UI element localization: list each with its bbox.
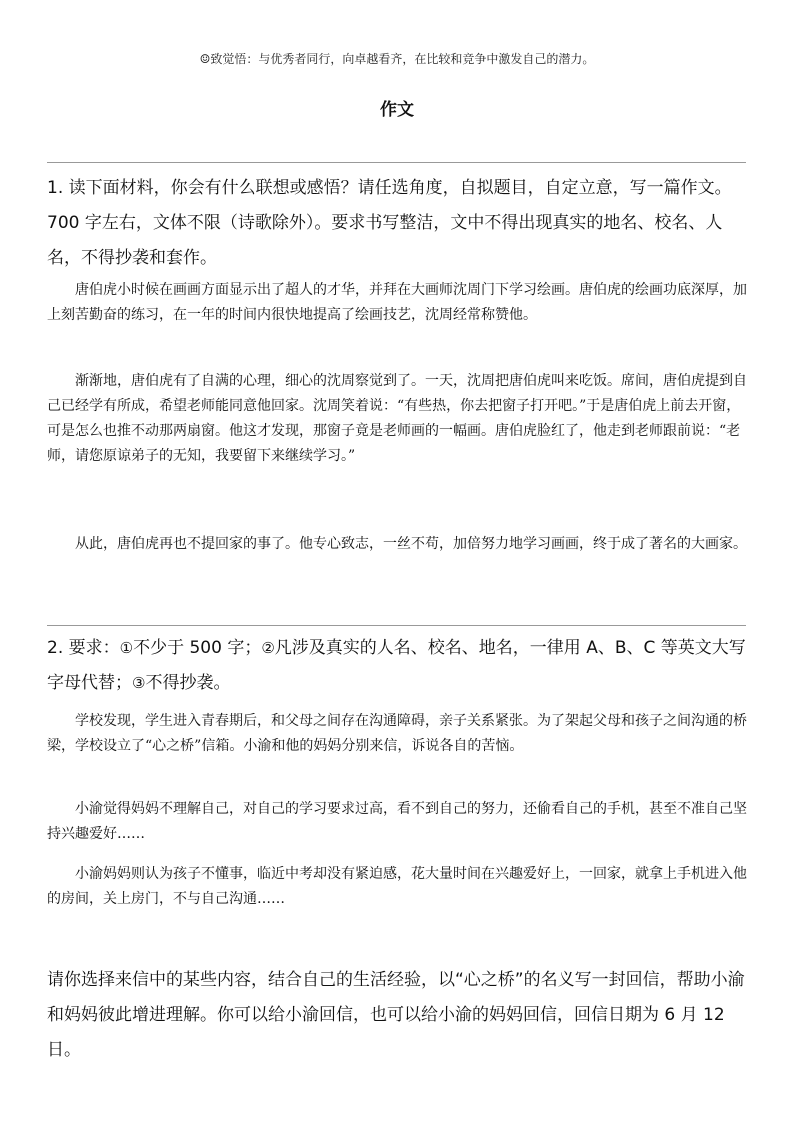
passage-paragraph: 从此，唐伯虎再也不提回家的事了。他专心致志，一丝不苟，加倍努力地学习画画，终于成了著名的大画家。 — [75, 536, 747, 552]
writing-instruction: 请你选择来信中的某些内容，结合自己的生活经验，以“心之桥”的名义写一封回信，帮助小渝和妈妈彼此增进理解。你可以给小渝回信，也可以给小渝的妈妈回信，回信日期为 6 月 12 日。 — [47, 970, 745, 1060]
section-divider — [47, 162, 746, 163]
requirement-marker: ③ — [132, 674, 146, 692]
passage-paragraph: 唐伯虎小时候在画画方面显示出了超人的才华，并拜在大画师沈周门下学习绘画。唐伯虎的绘画功底深厚，加上刻苦勤奋的练习，在一年的时间内很快地提高了绘画技艺，沈周经常称赞他。 — [47, 282, 747, 323]
header-motto: ☺致觉悟：与优秀者同行，向卓越看齐，在比较和竞争中激发自己的潜力。 — [199, 52, 595, 66]
page-title: 作文 — [380, 100, 414, 120]
requirement-text: 不得抄袭。 — [145, 673, 231, 693]
letter-context-paragraph: 学校发现，学生进入青春期后，和父母之间存在沟通障碍，亲子关系紧张。为了架起父母和孩子之间沟通的桥梁，学校设立了“心之桥”信箱。小渝和他的妈妈分别来信，诉说各自的苦恼。 — [47, 713, 747, 754]
letter-context-paragraph: 小渝觉得妈妈不理解自己，对自己的学习要求过高，看不到自己的努力，还偷看自己的手机，甚至不准自己坚持兴趣爱好…… — [47, 801, 747, 842]
requirement-text: 不少于 500 字； — [133, 638, 262, 658]
passage-paragraph: 渐渐地，唐伯虎有了自满的心理，细心的沈周察觉到了。一天，沈周把唐伯虎叫来吃饭。席间，唐伯虎提到自己已经学有所成，希望老师能同意他回家。沈周笑着说：“有些热，你去把窗子打开吧。”于是唐伯虎上前去开窗，可是怎么也推不动那两扇窗。他这才发现，那窗子竟是老师画的一幅画。唐伯虎脸红了，他走到老师跟前说：“老师，请您原谅弟子的无知，我要留下来继续学习。” — [47, 373, 747, 464]
letter-context-paragraph: 小渝妈妈则认为孩子不懂事，临近中考却没有紧迫感，花大量时间在兴趣爱好上，一回家，就拿上手机进入他的房间，关上房门，不与自己沟通…… — [47, 866, 747, 907]
requirement-text: 凡涉及真实的人名、校名、地名，一律用 A、B、C 等英文大写字母代替； — [47, 638, 746, 693]
requirement-marker: ② — [261, 639, 275, 657]
requirement-marker: ① — [119, 639, 134, 657]
section-divider — [47, 625, 746, 626]
question-2-prompt — [47, 631, 747, 701]
question-1-prompt: 1. 读下面材料，你会有什么联想或感悟？请任选角度，自拟题目，自定立意，写一篇作文。700 字左右，文体不限（诗歌除外）。要求书写整洁，文中不得出现真实的地名、校名、人名，不得抄袭和套作。 — [47, 178, 732, 268]
question-2-prefix: 2. 要求： — [47, 638, 120, 658]
